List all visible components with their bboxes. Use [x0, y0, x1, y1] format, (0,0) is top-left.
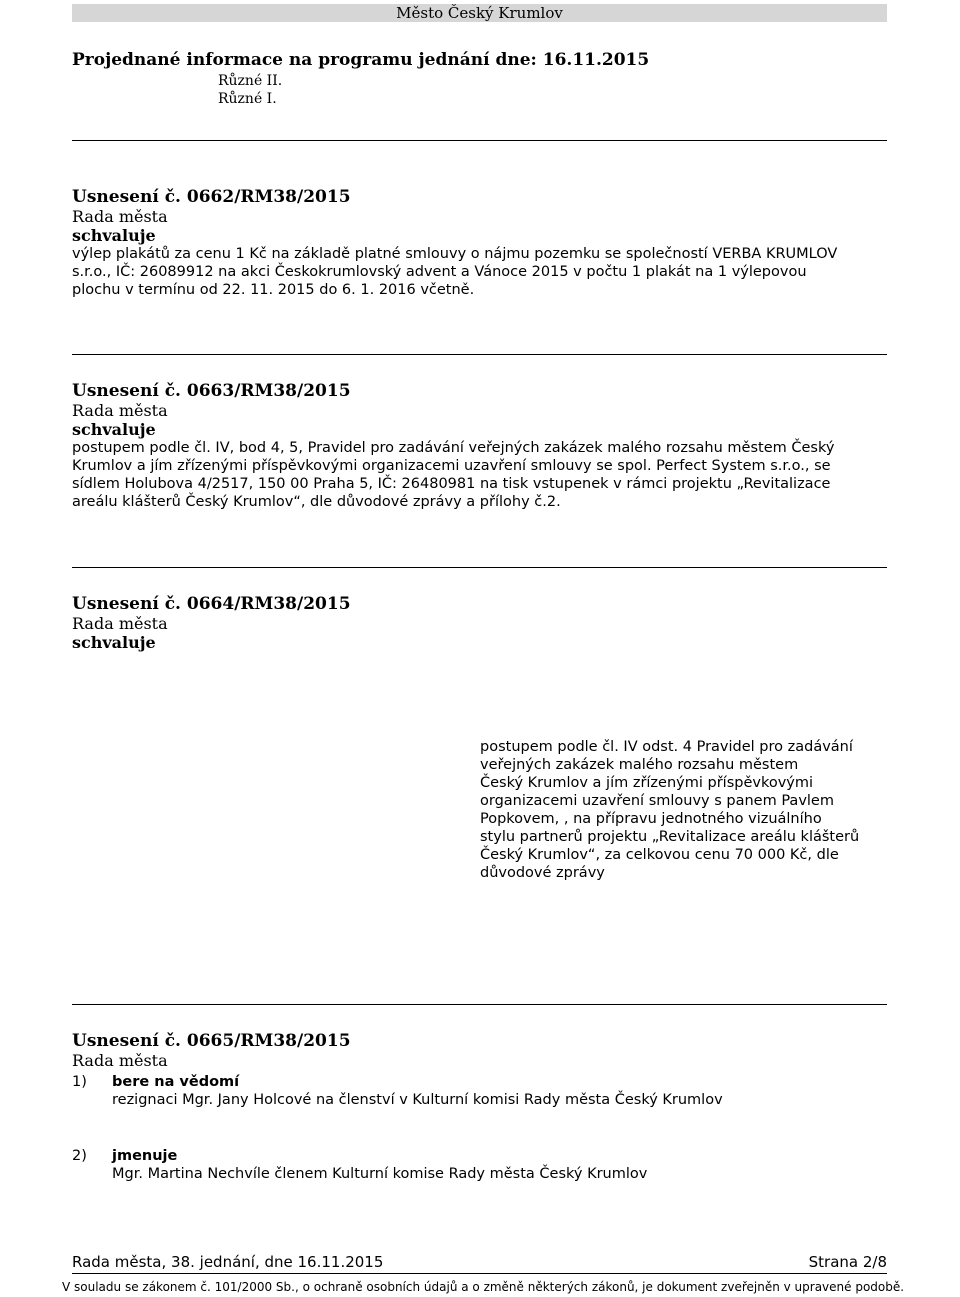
- resolution-number: Usnesení č. 0664/RM38/2015: [72, 594, 351, 614]
- page-title: Projednané informace na programu jednání dne: 16.11.2015: [72, 50, 650, 70]
- agenda-item: Různé II.: [218, 73, 283, 89]
- item-number: 1): [72, 1074, 87, 1090]
- item-verb: jmenuje: [112, 1148, 178, 1164]
- legal-notice: V souladu se zákonem č. 101/2000 Sb., o ochraně osobních údajů a o změně některých zákonů, je dokument zveřejněn v upravené podobě.: [62, 1280, 905, 1294]
- resolution-verb: schvaluje: [72, 633, 156, 652]
- resolution-verb: schvaluje: [72, 226, 156, 245]
- resolution-text: výlep plakátů za cenu 1 Kč na základě platné smlouvy o nájmu pozemku se společností VERBA KRUMLOV s.r.o., IČ: 26089912 na akci Českokrumlovský advent a Vánoce 2015 v počtu 1 plakát na 1 výlepovou plochu v termínu od 22. 11. 2015 do 6. 1. 2016 včetně.: [72, 246, 838, 298]
- item-text: Mgr. Martina Nechvíle členem Kulturní komise Rady města Český Krumlov: [112, 1166, 648, 1182]
- resolution-board: Rada města: [72, 1051, 168, 1070]
- resolution-text: postupem podle čl. IV odst. 4 Pravidel pro zadávání veřejných zakázek malého rozsahu městem Český Krumlov a jím zřízenými příspěvkovými organizacemi uzavření smlouvy s panem Pavlem Popkovem, , na přípravu jednotného vizuálního stylu partnerů projektu „Revitalizace areálu klášterů Český Krumlov“, za celkovou cenu 70 000 Kč, dle důvodové zprávy: [480, 739, 860, 881]
- resolution-number: Usnesení č. 0662/RM38/2015: [72, 187, 351, 207]
- resolution-number: Usnesení č. 0663/RM38/2015: [72, 381, 351, 401]
- resolution-0663: [72, 381, 887, 511]
- resolution-number: Usnesení č. 0665/RM38/2015: [72, 1031, 351, 1051]
- document-header: Město Český Krumlov: [72, 4, 887, 22]
- resolution-0665: [72, 1031, 351, 1070]
- item-text: rezignaci Mgr. Jany Holcové na členství v Kulturní komisi Rady města Český Krumlov: [112, 1092, 723, 1108]
- separator: [72, 567, 887, 568]
- resolution-board: Rada města: [72, 401, 168, 420]
- resolution-0664: [72, 594, 351, 652]
- footer-separator: [72, 1273, 887, 1274]
- resolution-board: Rada města: [72, 207, 168, 226]
- agenda-item: Různé I.: [218, 91, 277, 107]
- item-number: 2): [72, 1148, 87, 1164]
- separator: [72, 1004, 887, 1005]
- separator: [72, 140, 887, 141]
- resolution-0662: [72, 187, 887, 299]
- resolution-text: postupem podle čl. IV, bod 4, 5, Pravidel pro zadávání veřejných zakázek malého rozsahu městem Český Krumlov a jím zřízenými příspěvkovými organizacemi uzavření smlouvy se spol. Perfect System s.r.o., se sídlem Holubova 4/2517, 150 00 Praha 5, IČ: 26480981 na tisk vstupenek v rámci projektu „Revitalizace areálu klášterů Český Krumlov“, dle důvodové zprávy a přílohy č.2.: [72, 440, 835, 510]
- separator: [72, 354, 887, 355]
- footer-meeting-info: Rada města, 38. jednání, dne 16.11.2015: [72, 1253, 384, 1271]
- page-number: Strana 2/8: [808, 1253, 887, 1271]
- resolution-board: Rada města: [72, 614, 168, 633]
- resolution-verb: schvaluje: [72, 420, 156, 439]
- item-verb: bere na vědomí: [112, 1074, 240, 1090]
